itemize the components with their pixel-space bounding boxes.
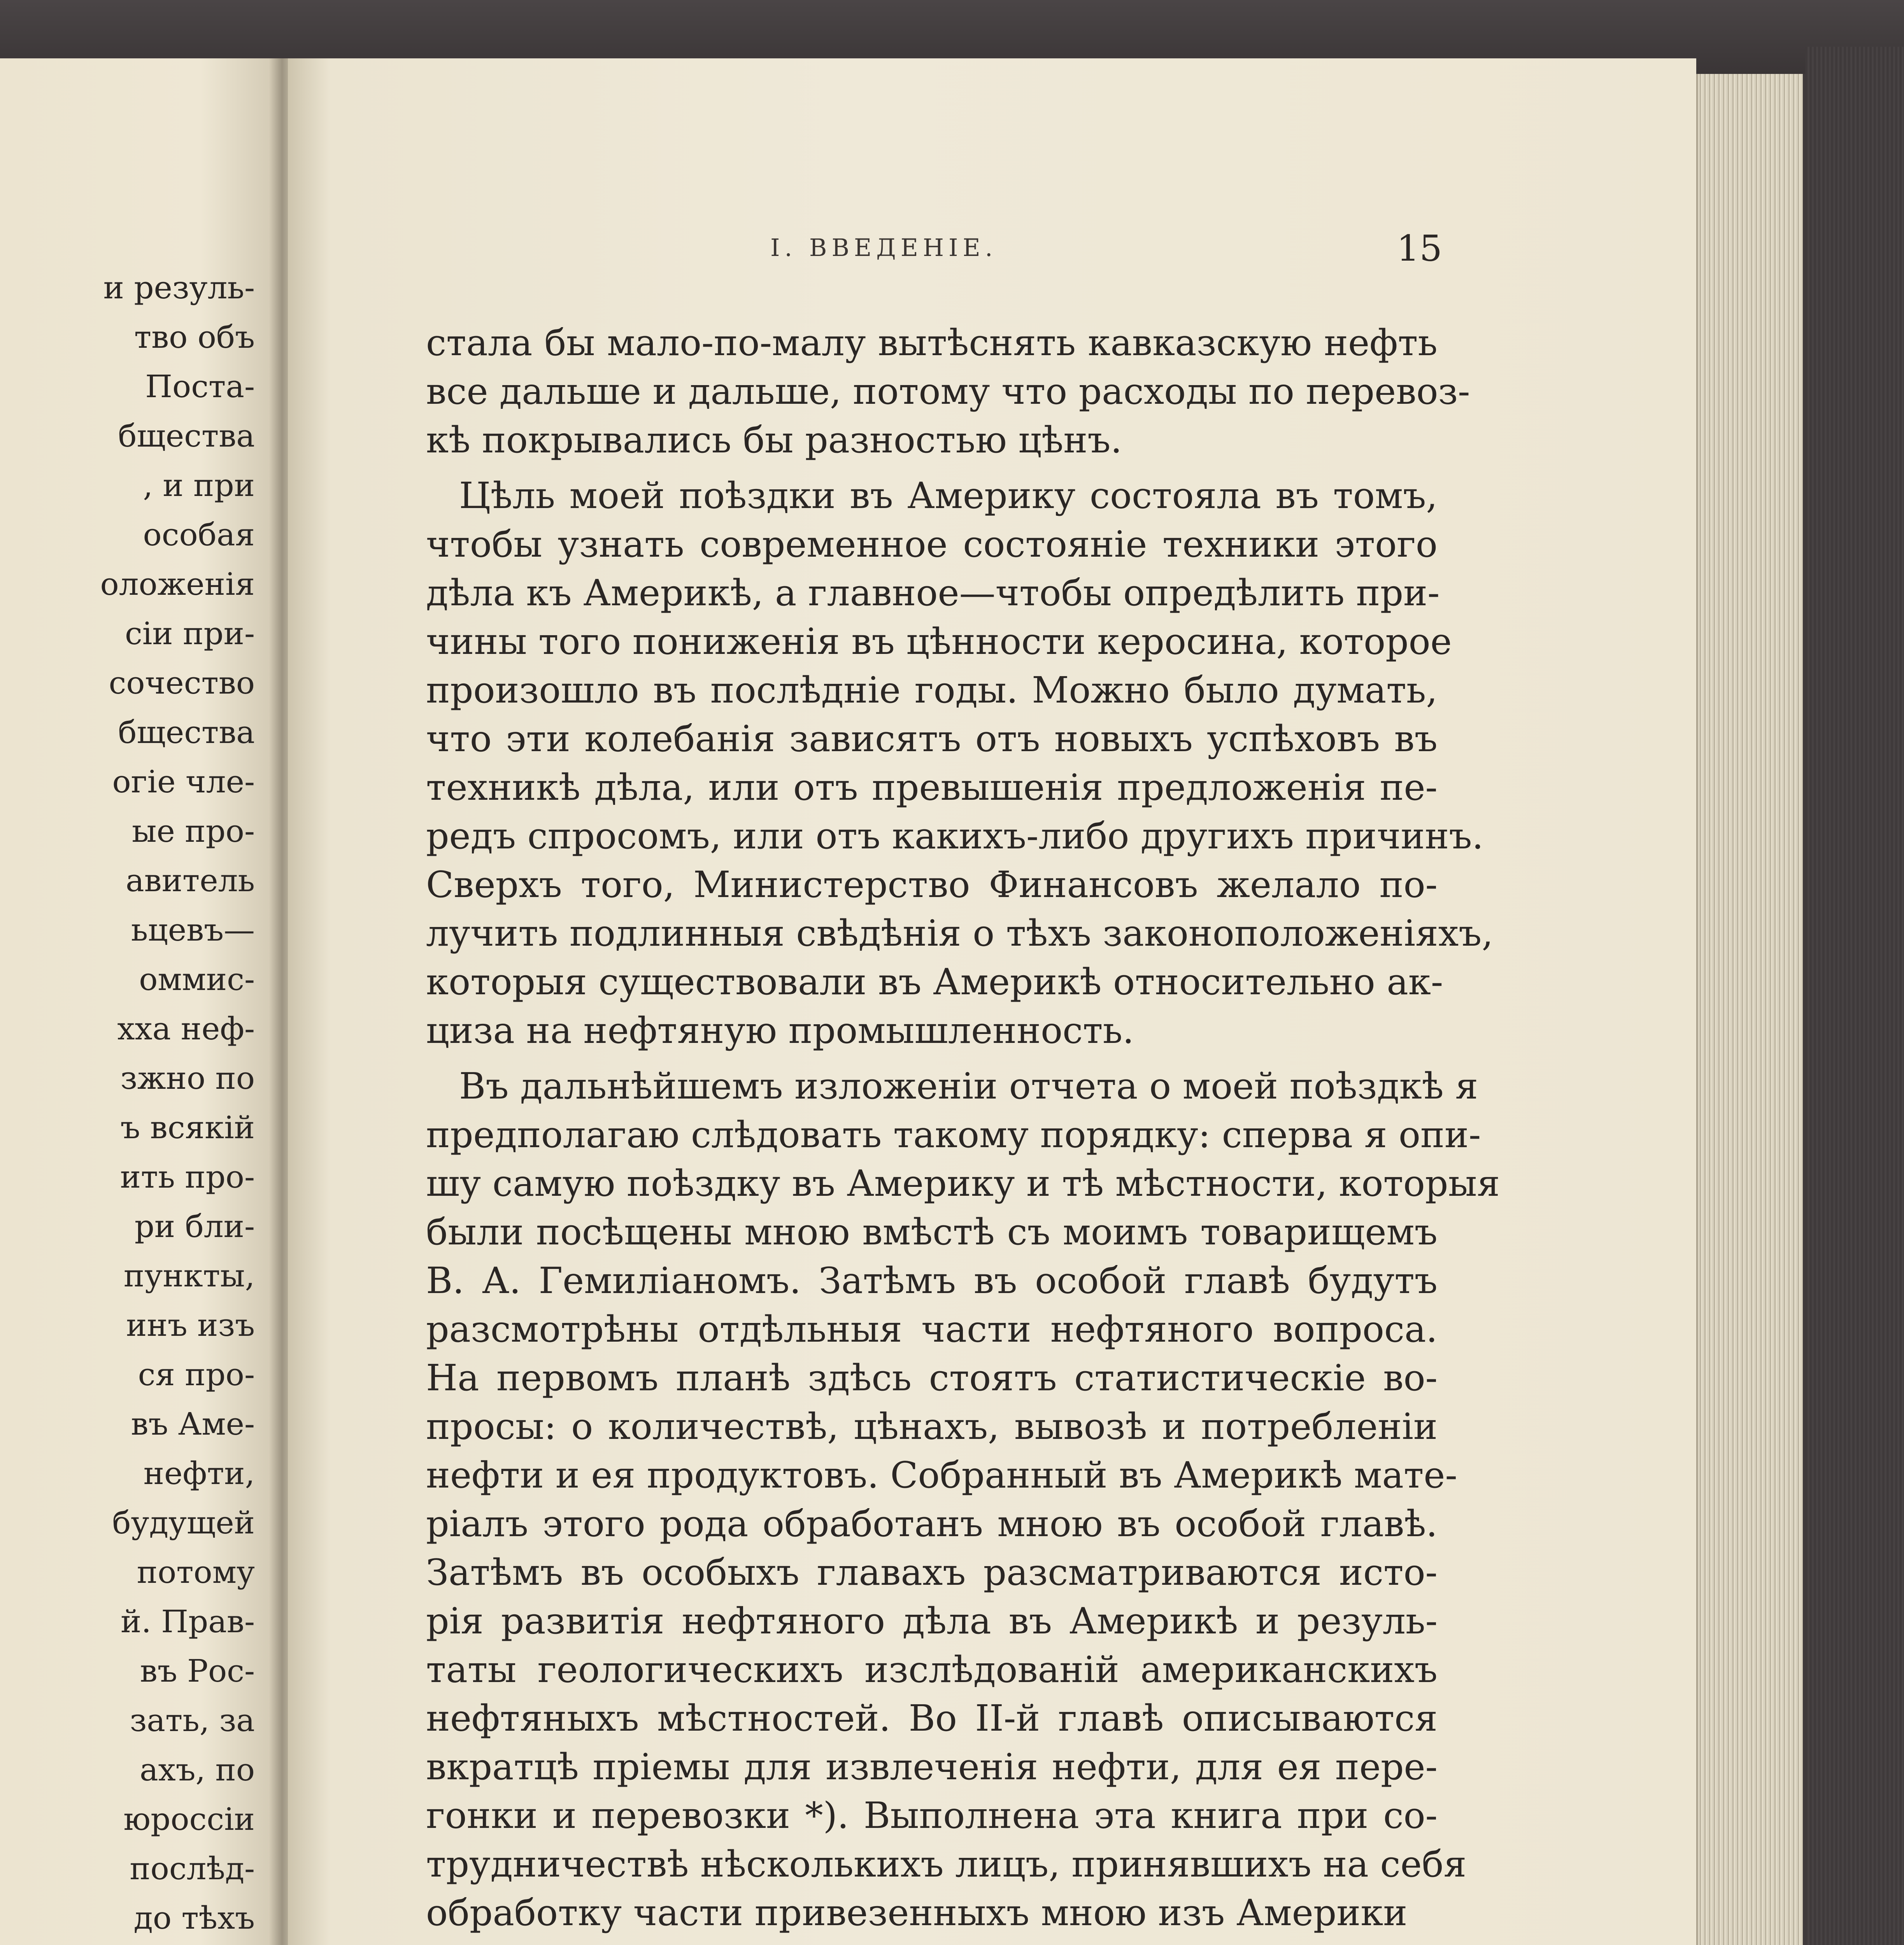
left-page-line: до тѣхъ xyxy=(133,1900,255,1936)
body-line: были посѣщены мною вмѣстѣ съ моимъ товарищемъ xyxy=(426,1211,1438,1253)
left-page-line: юроссіи xyxy=(123,1801,255,1837)
running-head: I. ВВЕДЕНІЕ. xyxy=(770,233,998,262)
body-line: нефтяныхъ мѣстностей. Во II-й главѣ описываются xyxy=(426,1697,1438,1739)
left-page-line: сочество xyxy=(109,665,255,701)
left-page-line: сіи при- xyxy=(124,615,255,652)
body-line: Затѣмъ въ особыхъ главахъ разсматриваются исто- xyxy=(426,1551,1438,1593)
page-number: 15 xyxy=(1397,228,1443,269)
body-line: дѣла къ Америкѣ, а главное—чтобы опредѣлить при- xyxy=(426,572,1440,614)
left-page-line: ить про- xyxy=(120,1159,255,1195)
left-page-line: й. Прав- xyxy=(121,1603,255,1640)
body-line: На первомъ планѣ здѣсь стоятъ статистическіе во- xyxy=(426,1357,1438,1399)
page-edges xyxy=(1696,74,1803,1945)
body-line: таты геологическихъ изслѣдованій американскихъ xyxy=(426,1649,1438,1691)
body-line: вкратцѣ пріемы для извлеченія нефти, для ея пере- xyxy=(426,1746,1438,1788)
left-page-line: xха неф- xyxy=(117,1011,255,1047)
left-page-line: бщества xyxy=(118,418,255,454)
body-line: редъ спросомъ, или отъ какихъ-либо другихъ причинъ. xyxy=(426,815,1484,857)
left-page-line: инъ изъ xyxy=(126,1307,255,1343)
book-cover-right xyxy=(1805,47,1904,1945)
left-page-line: ые про- xyxy=(131,813,255,849)
left-page-line: ьцевъ— xyxy=(131,912,255,948)
body-line: чины того пониженія въ цѣнности керосина, которое xyxy=(426,620,1452,662)
left-page-line: Поста- xyxy=(145,368,255,405)
left-page-line: ъ всякій xyxy=(120,1109,255,1146)
left-page-line: , и при xyxy=(143,467,255,503)
body-line: Въ дальнѣйшемъ изложеніи отчета о моей поѣздкѣ я xyxy=(459,1065,1478,1107)
left-page-line: послѣд- xyxy=(130,1850,255,1887)
left-page-line: тво объ xyxy=(134,319,255,355)
left-page-line: авитель xyxy=(125,862,255,899)
left-page-line: нефти, xyxy=(143,1455,255,1491)
body-line: предполагаю слѣдовать такому порядку: сперва я опи- xyxy=(426,1114,1481,1156)
left-page-line: ахъ, по xyxy=(139,1752,255,1788)
body-line: разсмотрѣны отдѣльныя части нефтяного вопроса. xyxy=(426,1308,1438,1350)
left-page-line: потому xyxy=(137,1554,255,1590)
body-line: циза на нефтяную промышленность. xyxy=(426,1009,1134,1051)
body-line: все дальше и дальше, потому что расходы по перевоз- xyxy=(426,370,1470,412)
body-line: шу самую поѣздку въ Америку и тѣ мѣстности, которыя xyxy=(426,1162,1500,1204)
left-page-line: и резуль- xyxy=(103,270,255,306)
body-line: нефти и ея продуктовъ. Собранный въ Америкѣ мате- xyxy=(426,1454,1457,1496)
left-page-line: оложенія xyxy=(100,566,255,602)
left-page-line: въ Аме- xyxy=(131,1406,255,1442)
body-line: рія развитія нефтяного дѣла въ Америкѣ и резуль- xyxy=(426,1600,1438,1642)
body-line: В. А. Гемиліаномъ. Затѣмъ въ особой главѣ будутъ xyxy=(426,1260,1438,1302)
left-page-line: зжно по xyxy=(120,1060,255,1096)
body-line: трудничествѣ нѣсколькихъ лицъ, принявшихъ на себя xyxy=(426,1843,1467,1885)
body-line: техникѣ дѣла, или отъ превышенія предложенія пе- xyxy=(426,766,1438,808)
left-page-line: бщества xyxy=(118,714,255,750)
body-line: просы: о количествѣ, цѣнахъ, вывозѣ и потребленіи xyxy=(426,1405,1438,1447)
body-line: ріалъ этого рода обработанъ мною въ особой главѣ. xyxy=(426,1503,1438,1545)
left-page-line: особая xyxy=(143,517,255,553)
body-line: кѣ покрывались бы разностью цѣнъ. xyxy=(426,419,1122,461)
left-page-line: ся про- xyxy=(138,1356,255,1393)
body-line: стала бы мало-по-малу вытѣснять кавказскую нефть xyxy=(426,322,1438,364)
body-line: чтобы узнать современное состояніе техники этого xyxy=(426,523,1438,565)
left-page-line: ри бли- xyxy=(134,1208,255,1244)
left-page-line: въ Рос- xyxy=(140,1653,255,1689)
body-line: гонки и перевозки *). Выполнена эта книга при со- xyxy=(426,1794,1438,1836)
left-page-line: будущей xyxy=(112,1505,255,1541)
body-line: лучить подлинныя свѣдѣнія о тѣхъ законоположеніяхъ, xyxy=(426,912,1494,954)
body-line: что эти колебанія зависятъ отъ новыхъ успѣховъ въ xyxy=(426,718,1438,760)
body-line: которыя существовали въ Америкѣ относительно ак- xyxy=(426,961,1443,1003)
left-page-line: пункты, xyxy=(123,1258,255,1294)
body-line: обработку части привезенныхъ мною изъ Америки xyxy=(426,1892,1408,1934)
left-page-line: оммиc- xyxy=(139,961,255,997)
left-page xyxy=(0,58,286,1945)
left-page-line: зать, за xyxy=(130,1702,255,1738)
left-page-line: огіе чле- xyxy=(112,764,255,800)
body-line: произошло въ послѣдніе годы. Можно было думать, xyxy=(426,669,1438,711)
body-line: Сверхъ того, Министерство Финансовъ желало по- xyxy=(426,864,1438,906)
body-line: Цѣль моей поѣздки въ Америку состояла въ томъ, xyxy=(459,475,1438,517)
